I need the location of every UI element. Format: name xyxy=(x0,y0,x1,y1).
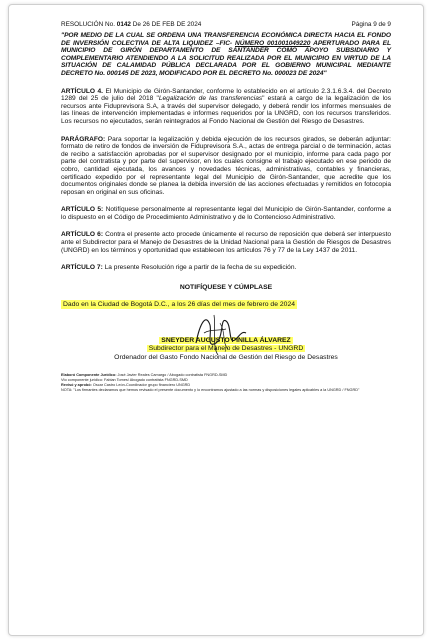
article-5 xyxy=(61,206,391,221)
paragraph xyxy=(61,136,391,197)
signer-role-2: Ordenador del Gasto Fondo Nacional de Gestión del Riesgo de Desastres xyxy=(114,353,338,361)
resolution-label xyxy=(61,21,201,29)
credits-elab-text: José Javier Reales Camargo / Abogado contratista FNGRD-SMD xyxy=(117,373,228,378)
resolution-date: De 26 DE FEB DE 2024 xyxy=(132,21,202,28)
paragraph-text: Para soportar la legalización y debida ejecución de los recursos girados, se deberán adjuntar: formato de retiro de fondos de inversión de Fiduprevisora S.A., actas de entrega parcial o de terminación, actas de recibo a satisfacción aprobadas por el supervisor designado por el municipio, informe para cada pago por parte del contratista y por parte del supervisor, en los cuales consigne el trabajo ejecutado en ese periodo de cobro, cantidad ejecutada, los avances y novedades técnicas, administrativas, contables y financieras, certificado expedido por el representante legal del Municipio de Girón-Santander, que acredite que los documentos originales donde se planea la debida inversión de las acciones efectuadas y remitidos en fotocopia reposan en original en sus oficinas. xyxy=(61,135,391,196)
subject-text-b: APERTURADO PARA EL MUNICIPIO DE GIRÓN DEPARTAMENTO DE SANTANDER COMO APOYO SUBSIDIARIO Y COMPLEMENTARIO ATENDIENDO A LA SOLICITUD REALIZADA POR EL MUNICIPIO EN VIRTUD DE LA SITUACIÓN DE CALAMIDAD PÚBLICA DECLARADA POR EL GOBIERNO MUNICIPAL MEDIANTE DECRETO No. 000145 DE 2023, MODIFICADO POR EL DECRETO No. 000023 DE 2024" xyxy=(61,39,392,77)
signer-name: SNEYDER AUGUSTO PINILLA ÁLVAREZ xyxy=(161,336,291,344)
document-page xyxy=(61,15,391,393)
handwritten-signature-icon xyxy=(176,303,256,363)
credits-vb: Vto componente jurídico: Fabian Tomes/ Abogado contratista FNGRD-SMD xyxy=(61,378,188,383)
article-7 xyxy=(61,264,391,272)
resolution-subject xyxy=(61,32,391,78)
article-6 xyxy=(61,231,391,254)
notify-heading: NOTIFÍQUESE Y CÚMPLASE xyxy=(179,283,273,291)
resolution-number: 0142 xyxy=(116,21,131,28)
paragraph-label: PARÁGRAFO: xyxy=(61,135,106,143)
page-number: Página 9 de 9 xyxy=(351,21,391,28)
article-7-text: La presente Resolución rige a partir de la fecha de su expedición. xyxy=(104,264,297,272)
document-frame xyxy=(8,4,424,636)
credits-rev-text: Oscar Castro León-Coordinador grupo financiero UNGRD xyxy=(92,383,191,388)
article-5-text: Notifíquese personalmente al representante legal del Municipio de Girón-Santander, conforme a lo dispuesto en el Código de Procedimiento Administrativo y de lo Contencioso Administrativo. xyxy=(61,206,391,221)
article-4-label: ARTÍCULO 4. xyxy=(61,87,104,95)
article-4-italic: Legalización de las transferencias xyxy=(158,95,263,103)
page-header xyxy=(61,21,391,29)
article-6-label: ARTÍCULO 6: xyxy=(61,231,104,239)
signature-block xyxy=(61,337,391,362)
place-date: Dado en la Ciudad de Bogotá D.C., a los 26 días del mes de febrero de 2024 xyxy=(63,300,296,308)
credits-elab-label: Elaboró Componente Jurídico: xyxy=(61,373,117,378)
article-4-text-2: " estará a cargo de la legalización de los recursos ante Fiduprevisora S.A, a través del supervisor delegado, y deberá rendir los informes mensuales de las líneas de intervención implementadas e informes requeridos por la UNGRD, con los recursos transferidos. Los recursos no ejecutados, serán reintegrados al Fondo Nacional de Gestión del Riesgo de Desastres. xyxy=(61,95,392,125)
article-7-label: ARTÍCULO 7: xyxy=(61,264,103,272)
resolution-prefix: RESOLUCIÓN No. xyxy=(61,21,115,28)
signer-role: Subdirector para el Manejo de Desastres - UNGRD xyxy=(148,345,304,353)
subject-text-a: "POR MEDIO DE LA CUAL SE ORDENA UNA TRANSFERENCIA ECONÓMICA DIRECTA HACIA EL FONDO DE INVERSIÓN COLECTIVA DE ALTA LIQUIDEZ –FIC- xyxy=(61,32,391,47)
subject-fund-number: NÚMERO 001001049220 xyxy=(235,39,311,47)
credits-note: NOTA: "Los firmantes declaramos que hemos revisado el presente documento y lo encontramos ajustado a las normas y disposiciones legales aplicables a la UNGRD / FNGRD" xyxy=(61,388,360,393)
article-4-text-1: El Municipio de Girón-Santander, conforme lo establecido en el artículo 2.3.1.6.3.4. del Decreto 1289 del 25 de julio del 2018 " xyxy=(61,87,391,103)
article-6-text: Contra el presente acto procede únicamente el recurso de reposición que deberá ser interpuesto ante el Subdirector para el Manejo de Desastres de la Unidad Nacional para la Gestión de Riesgos de Desastres (UNGRD) en los términos y oportunidad que establecen los artículos 76 y 77 de la Ley 1437 de 2011. xyxy=(61,231,391,254)
credits xyxy=(61,373,391,393)
article-5-label: ARTÍCULO 5: xyxy=(61,206,104,214)
credits-rev-label: Revisó y aprobó: xyxy=(61,383,92,388)
article-4 xyxy=(61,88,391,126)
